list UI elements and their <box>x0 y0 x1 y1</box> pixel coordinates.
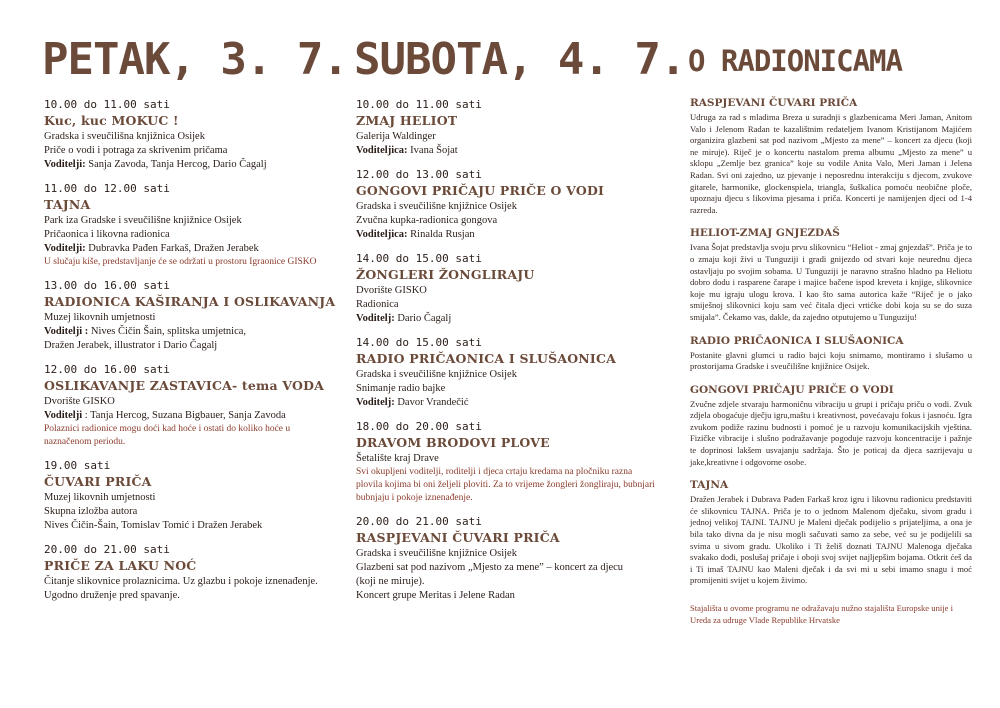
event-title: PRIČE ZA LAKU NOĆ <box>44 558 197 573</box>
event-detail-text: Muzej likovnih umjetnosti <box>44 492 156 503</box>
event-detail-text: : Tanja Hercog, Suzana Bigbauer, Sanja Zavoda <box>82 410 286 421</box>
event-detail-line <box>44 130 334 144</box>
event-detail-line <box>44 589 334 603</box>
event-detail-text: Gradska i sveučilišne knjižnice Osijek <box>356 369 517 380</box>
about-heading: O RADIONICAMA <box>688 44 902 78</box>
event-time: 14.00 do 15.00 sati <box>356 336 482 349</box>
event-block <box>44 98 334 172</box>
event-note: Polaznici radionice mogu doći kad hoće i ostati do koliko hoće u naznačenom periodu. <box>44 424 291 447</box>
about-item-title: TAJNA <box>690 479 729 492</box>
event-time: 11.00 do 12.00 sati <box>44 182 170 195</box>
event-detail-text: Dvorište GISKO <box>356 285 427 296</box>
event-title: TAJNA <box>44 197 91 212</box>
event-detail-text: Radionica <box>356 299 399 310</box>
saturday-events <box>356 98 656 613</box>
event-detail-label: Voditelj: <box>356 313 395 324</box>
about-item-title: RASPJEVANI ČUVARI PRIČA <box>690 97 858 109</box>
about-item-text: Ivana Šojat predstavlja svoju prvu slikovnicu “Heliot - zmaj gnjezdaš”. Priča je to o zmaju koji živi u Tunguziji i gradi gnijezdo od stvari koje neurednu djeca ostavljaju po svojim sobama. U Tunguziji je naravno strašno hladno pa Heliotu dobro dodu i rasparene čarape i majice bačene ispod kreveta i knjige, slikovnice koje mu igraju ulogu krova. I kao što sama autorica kaže “Riječ je o jako smiješnoj slikovnici koju sam već čitala djeci vrtićke dobi koja su se do suza smijala”. Čekamo vas, dakle, da zajedno otputujemo u Tunguziju! <box>690 242 972 322</box>
event-detail-text: Dario Čagalj <box>394 313 452 324</box>
about-item-title: GONGOVI PRIČAJU PRIČE O VODI <box>690 383 894 396</box>
event-detail-text: Gradska i sveučilišne knjižnice Osijek <box>356 548 517 559</box>
event-detail-line <box>356 284 656 298</box>
event-detail-text: Zvučna kupka-radionica gongova <box>356 215 498 226</box>
about-item-title: HELIOT-ZMAJ GNJEZDAŠ <box>690 227 840 240</box>
event-detail-line <box>356 547 656 561</box>
event-note: Svi okupljeni voditelji, roditelji i djeca crtaju kredama na pločniku razna plovila kojima bi oni željeli ploviti. Za to vrijeme žongleri žongliraju, bubnjari bubnjaju i pokoje iznenađenje. <box>356 467 655 503</box>
event-detail-line <box>44 311 334 325</box>
event-detail-line <box>356 368 656 382</box>
event-time: 14.00 do 15.00 sati <box>356 252 482 265</box>
about-item-text: Udruga za rad s mladima Breza u suradnji s glazbenicama Meri Jaman, Anitom Valo i Jelenom Radan te kazalištnim redateljem Ivanom Kristijanom Majićem organizira glazbeni sat pod nazivom „Mjesto za mene” – koncert za djecu (koji ne miruje). Riječ je o koncertu nastalom prema albumu „Mjesto za mene” u sklopu „Zemlje bez granica” koje su vodile Anita Valo, Meri Jaman i Jelena Radan. Svi oni zajedno, uz pjevanje i neposrednu interakciju s djecom, zvukove gitarele, harmonike, glockenspiela, trianglа, šuškalica pomoću neobične ploče, upoznaju djecu s likovima pjesama i priča. Koncerti je namijenjen djeci od 1-4 razreda. <box>690 112 972 215</box>
friday-heading: PETAK, 3. 7. <box>42 34 348 85</box>
event-detail-line <box>356 144 656 158</box>
event-time: 13.00 do 16.00 sati <box>44 279 170 292</box>
event-detail-text: Snimanje radio bajke <box>356 383 446 394</box>
event-detail-line <box>44 228 334 242</box>
event-detail-line <box>44 158 334 172</box>
event-detail-label: Voditelji : <box>44 326 89 337</box>
event-detail-line <box>44 339 334 353</box>
event-detail-text: Koncert grupe Meritas i Jelene Radan <box>356 590 515 601</box>
event-detail-text: Muzej likovnih umjetnosti <box>44 312 156 323</box>
event-time: 10.00 do 11.00 sati <box>44 98 170 111</box>
event-block <box>44 543 334 603</box>
about-item-text: Postanite glavni glumci u radio bajci koju snimamo, montiramo i slušamo u prostorijama Gradske i sveučilišne knjižnice Osijek. <box>690 349 972 372</box>
event-detail-label: Voditelji: <box>44 159 86 170</box>
event-block <box>44 459 334 533</box>
event-block <box>356 98 656 158</box>
event-title: DRAVOM BRODOVI PLOVE <box>356 435 550 450</box>
event-title: Kuc, kuc MOKUC ! <box>44 113 179 128</box>
about-item-title: RADIO PRIČAONICA I SLUŠAONICA <box>690 334 904 347</box>
event-detail-text: Ugodno druženje pred spavanje. <box>44 590 180 601</box>
event-block <box>44 363 334 449</box>
event-time: 20.00 do 21.00 sati <box>356 515 482 528</box>
event-block <box>356 515 656 603</box>
event-detail-label: Voditelj: <box>356 397 395 408</box>
event-block <box>356 420 656 505</box>
event-detail-line <box>356 452 656 466</box>
event-detail-text: Gradska i sveučilišne knjižnice Osijek <box>356 201 517 212</box>
event-block <box>44 182 334 269</box>
event-block <box>356 168 656 242</box>
event-detail-line <box>356 589 656 603</box>
event-detail-text: Galerija Waldinger <box>356 131 436 142</box>
event-detail-line <box>356 561 656 575</box>
event-title: RASPJEVANI ČUVARI PRIČA <box>356 530 560 545</box>
event-title: ZMAJ HELIOT <box>356 113 458 128</box>
event-detail-text: Glazbeni sat pod nazivom „Mjesto za mene” – koncert za djecu <box>356 562 624 573</box>
event-detail-text: Dubravka Pađen Farkaš, Dražen Jerabek <box>85 243 259 254</box>
event-detail-label: Voditeljica: <box>356 229 408 240</box>
about-item-text: Dražen Jerabek i Dubrava Pađen Farkaš kroz igru i likovnu radionicu predstaviti će slikovnicu TAJNA. Priča je to o jednom Malenom dječaku, sivom gradu i jednoj velikoj TAJNI. TAJNU je Maleni dječak podijelio s prijateljima, a ona je bila tako divna da je nisu mogli sačuvati samo za sebe, već su je podijelili sa svima u sivom gradu. Ukoliko i Ti želiš doznati TAJNU Malenoga dječaka svakako dođi, poslušaj pričaje i oboji svoj svijet najljepšim bojama. Otkrit ćeš da i Ti imaš TAJNU kao Maleni dječak i da svi mi u sebi imamo snagu i moć promijeniti svijet u kojem živimo. <box>690 494 972 586</box>
event-time: 10.00 do 11.00 sati <box>356 98 482 111</box>
event-detail-text: Priče o vodi i potraga za skrivenim pričama <box>44 145 228 156</box>
event-time: 18.00 do 20.00 sati <box>356 420 482 433</box>
event-block <box>356 252 656 326</box>
about-item-text: Zvučne zdjele stvaraju harmoničnu vibraciju u grupi i pričaju priču o vodi. Zvuk zdjela obogaćuje dječju igru,maštu i kreativnost, povećavaju fokus i jasnoću. Igra zvukom podiže razinu budnosti i pomoć je u razvoju komunikacijskih vještina. Fizičke vibracije i slušno podražavanje pogoduje razvoju koncentracije i pažnje te doprinosi lakšem usvajanju sadržaja. Što je poticaj da djeca sazrijevaju u jake,kreativne i odgovorne osobe. <box>690 398 972 467</box>
event-detail-line <box>44 395 334 409</box>
event-title: RADIONICA KAŠIRANJA I OSLIKAVANJA <box>44 294 336 309</box>
event-time: 19.00 sati <box>44 459 111 472</box>
event-detail-line <box>356 575 656 589</box>
event-detail-line <box>356 130 656 144</box>
event-detail-line <box>356 298 656 312</box>
event-detail-line <box>44 144 334 158</box>
event-detail-text: (koji ne miruje). <box>356 576 425 587</box>
event-detail-line <box>44 505 334 519</box>
event-detail-line <box>44 491 334 505</box>
event-detail-text: Skupna izložba autora <box>44 506 138 517</box>
event-detail-line <box>44 519 334 533</box>
event-detail-text: Pričaonica i likovna radionica <box>44 229 170 240</box>
event-detail-label: Voditelji: <box>44 243 86 254</box>
event-title: ŽONGLERI ŽONGLIRAJU <box>356 267 535 282</box>
event-detail-text: Park iza Gradske i sveučilišne knjižnice Osijek <box>44 215 242 226</box>
event-detail-text: Šetalište kraj Drave <box>356 453 439 464</box>
event-detail-text: Rinalda Rusjan <box>407 229 475 240</box>
event-detail-line <box>44 214 334 228</box>
event-block <box>356 336 656 410</box>
event-detail-text: Gradska i sveučilišna knjižnica Osijek <box>44 131 205 142</box>
event-detail-text: Nives Čičin-Šain, Tomislav Tomić i Dražen Jerabek <box>44 520 263 531</box>
event-detail-line <box>356 200 656 214</box>
event-time: 12.00 do 13.00 sati <box>356 168 482 181</box>
event-detail-label: Voditeljica: <box>356 145 408 156</box>
event-block <box>44 279 334 353</box>
event-detail-label: Voditelji <box>44 410 83 421</box>
event-detail-text: Ivana Šojat <box>407 145 458 156</box>
event-detail-line <box>44 325 334 339</box>
event-detail-text: Dvorište GISKO <box>44 396 115 407</box>
event-title: ČUVARI PRIČA <box>44 474 152 489</box>
event-detail-line <box>356 312 656 326</box>
event-time: 20.00 do 21.00 sati <box>44 543 170 556</box>
event-detail-line <box>44 409 334 423</box>
funding-disclaimer: Stajališta u ovome programu ne odražavaju nužno stajališta Europske unije i Ureda za udruge Vlade Republike Hrvatske <box>690 603 953 625</box>
event-time: 12.00 do 16.00 sati <box>44 363 170 376</box>
event-title: RADIO PRIČAONICA I SLUŠAONICA <box>356 351 617 366</box>
event-detail-line <box>356 396 656 410</box>
event-detail-line <box>356 382 656 396</box>
event-detail-text: Sanja Zavoda, Tanja Hercog, Dario Čagalj <box>85 159 267 170</box>
event-detail-text: Dražen Jerabek, illustrator i Dario Čagalj <box>44 340 218 351</box>
event-detail-line <box>44 575 334 589</box>
saturday-heading: SUBOTA, 4. 7. <box>354 34 686 85</box>
friday-events <box>44 98 334 613</box>
event-detail-text: Čitanje slikovnice prolaznicima. Uz glazbu i pokoje iznenađenje. <box>44 576 318 587</box>
event-note: U slučaju kiše, predstavljanje će se održati u prostoru Igraonice GISKO <box>44 257 317 267</box>
event-title: GONGOVI PRIČAJU PRIČE O VODI <box>356 183 605 198</box>
event-detail-line <box>44 242 334 256</box>
about-list <box>690 96 972 626</box>
event-detail-line <box>356 214 656 228</box>
event-detail-text: Davor Vrandečić <box>394 397 469 408</box>
event-detail-text: Nives Čičin Šain, splitska umjetnica, <box>88 326 247 337</box>
event-title: OSLIKAVANJE ZASTAVICA- tema VODA <box>44 378 325 393</box>
event-detail-line <box>356 228 656 242</box>
